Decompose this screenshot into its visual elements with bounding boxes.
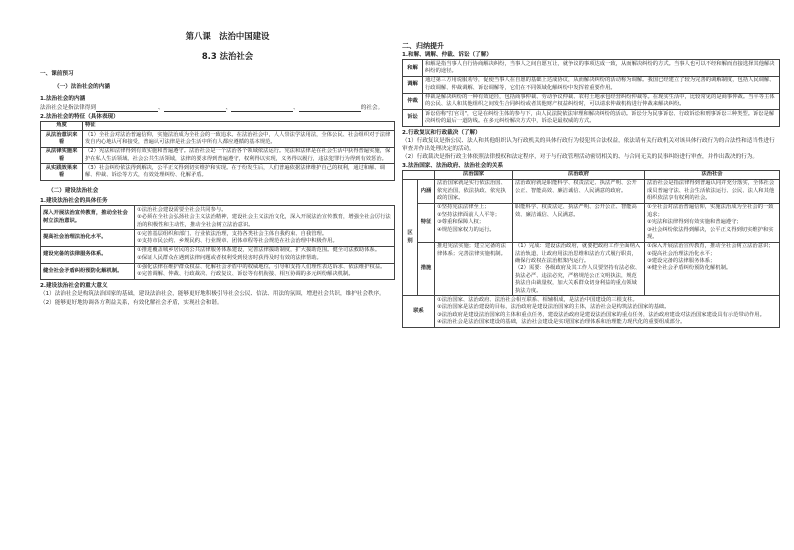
left-column	[40, 30, 395, 307]
blank-prefix: 法治社会是指法律得到	[40, 104, 96, 111]
method-content: 通过第三方用说服劝导，促使当事人在自愿的基础上达成协议，从而解决纠纷的活动称为调解。我国已经建立了较为完善的调解制度，包括人民调解、行政调解、仲裁调解、诉讼调解等，它们在不同领域化解纠纷中发挥着重要作用。	[423, 77, 780, 94]
heading-summary: 二、归纳提升	[402, 42, 444, 50]
connection-point: ④法治社会是法治国家建设的基础，法治社会建设是实现国家治理体系和治理能力现代化的重要组成部分。	[437, 319, 686, 326]
task-content: ①强化法律在维护群众权益、化解社会矛盾中的权威地位，引导和支持人们理性表达诉求、依法维护权益。 ②完善调解、仲裁、行政裁决、行政复议、诉讼等有机衔接、相互协调的多元纠纷解决机制。	[135, 263, 395, 280]
lesson-title: 第八课 法治中国建设	[185, 31, 270, 41]
question-4-heading: 2.建设法治社会的重大意义	[40, 283, 108, 290]
cell-content: （1）完成：建设法治政府，就要把政府工作全面纳入法治轨道，让政府用法治思维和法治方式履行职责，确保行政权在法治框架内运行。 （2）需要：各级政府及其工作人员要坚持有法必依、执法必严、违法必究，严格规范公正文明执法，规范执法自由裁量权，加大关系群众切身利益的重点领域执法力度。	[513, 242, 645, 296]
table-row	[403, 93, 780, 110]
row-label-features: 特征	[418, 203, 435, 242]
blank-line[interactable]	[299, 105, 361, 112]
task-label: 健全社会矛盾纠纷预防化解机制。	[41, 263, 135, 280]
method-content: 诉讼俗称"打官司"，它是在纠纷主体的参与下，由人民法院依法审理和解决纠纷的活动。诉讼分为民事诉讼、行政诉讼和刑事诉讼三种类型。诉讼是解决纠纷的最后一道防线。在多元纠纷解决方式中，诉讼是最权威的方式。	[423, 110, 780, 127]
row-label: 从法治意识来看	[41, 131, 83, 148]
task-label: 提高社会治理法治化水平。	[41, 230, 135, 247]
cell-content: 职能科学、权责法定、执法严明、公开公正、智能高效、廉洁诚信、人民满意。	[513, 203, 645, 242]
table-row	[41, 131, 395, 148]
heading-build: （二）建设法治社会	[48, 187, 99, 194]
connection-content	[435, 296, 780, 327]
cell-content: ①深入开展法治宣传教育，推动全社会树立法治意识； ②提高社会治理法治化水平； ③建设完备的法律服务体系； ④健全社会矛盾纠纷预防化解机制。	[645, 242, 780, 296]
row-label-connection: 联系	[403, 296, 435, 327]
row-label-measures: 措施	[418, 242, 435, 296]
cell-content: 法治社会是指法律得到普遍认同并充分落实，全体社会成员普遍守法、社会生活依法运行、公民、法人和其他组织依法享有权利的社会。	[645, 179, 780, 203]
connection-point: ②法治国家是法治建设的目标，法治政府是建设法治国家的主体，法治社会是构筑法治国家的基础。	[437, 304, 670, 311]
right-column	[402, 42, 780, 328]
blank-line[interactable]	[164, 105, 226, 112]
cell-content: 法治政府就是职能科学、权责法定、执法严明、公开公正、智能高效、廉洁诚信、人民满意的政府。	[513, 179, 645, 203]
significance-2: （2）能够更好地协调各方利益关系，有效化解社会矛盾，实现社会和谐。	[40, 299, 223, 306]
row-content: （3）社会纠纷依法得到解决，公平正义得到切实维护和实现。在于纷发生后，人们普遍依据法律维护自己的权利，通过和解、调解、仲裁、诉讼等方式，有效处理纠纷、化解矛盾。	[83, 164, 395, 181]
dispute-methods-table	[402, 59, 780, 126]
cell-content: ①全社会对法治普遍信仰，实施法治成为全社会的一致追求； ②宪法和法律得到有效实施和普遍遵守； ③社会纠纷依法得到解决，公平正义得到切实维护和实现。	[645, 203, 780, 242]
table-row	[403, 296, 780, 327]
table-row	[403, 242, 780, 296]
row-label: 从法律实施来看	[41, 147, 83, 164]
table-row	[41, 263, 395, 280]
table-header: 法治社会	[645, 170, 780, 179]
cell-content: 法治国家就是实行依法治国、依宪治国，依法执政、依宪执政的国家。	[435, 179, 513, 203]
heading-connotation: （一）法治社会的内涵	[54, 84, 110, 91]
question-3-heading: 3.法治国家、法治政府、法治社会的关系	[402, 162, 504, 169]
method-label: 仲裁	[403, 93, 423, 110]
table-header: 法治政府	[513, 170, 645, 179]
blank-line[interactable]	[96, 105, 158, 112]
significance-1: （1）法治社会是构筑法治国家的基础，建设法治社会，能够更好地积极引导社会公民、信法、用法的氛围，增进社会共识，维护社会秩序。	[40, 291, 385, 298]
table-header: 特征	[83, 122, 395, 131]
task-content: ①推进覆盖城乡居民的公共法律服务体系建设，完善法律援助制度，扩大援助范围。健全司法救助体系。 ②保证人民群众在遇到法律问题或者权利受到侵害时获得及时有效的法律帮助。	[135, 246, 395, 263]
table-row	[403, 203, 780, 242]
table-row	[41, 230, 395, 247]
blank-suffix: 的社会。	[360, 104, 384, 111]
cell-content: 推进宪法实施；建立完备的法律体系；完善法律实施机制。	[435, 242, 513, 296]
connection-point: ①法治国家、法治政府、法治社会相互联系、相辅相成，是法治中国建设的三根支柱。	[437, 296, 638, 303]
blank-line[interactable]	[231, 105, 293, 112]
method-content: 仲裁是解决纠纷的一种有效途径，包括商事仲裁、劳动争议仲裁、农村土地承包经营纠纷仲裁等。在现实生活中，比较常见的是商事仲裁。当平等主体的公民、法人和其他组织之间发生合同纠纷或者其他财产权益纠纷时，可以请求仲裁机构进行仲裁来解决纠纷。	[423, 93, 780, 110]
question-2-heading: 2.行政复议和行政裁决（了解）	[402, 129, 481, 136]
section-title: 8.3 法治社会	[201, 51, 254, 61]
cell-content: ①坚持宪法法律至上； ②坚持法律面前人人平等； ③尊重和保障人权； ④规范国家权力的运行。	[435, 203, 513, 242]
method-label: 和解	[403, 60, 423, 77]
heading-preview: 一、课前预习	[40, 71, 74, 77]
question-3-heading: 1.建设法治社会的具体任务	[40, 198, 108, 205]
table-row	[403, 60, 780, 77]
question-2-heading: 2.法治社会的特征（具体表现）	[40, 113, 119, 120]
method-content: 和解是指当事人自行协商解决纠纷，当事人之间自愿互让，就争议的事项达成一致，从而解决纠纷的方式。当事人也可以不经和解而直接选择其他解决纠纷的途径。	[423, 60, 780, 77]
row-label-difference: 区别	[403, 179, 418, 295]
task-content: ①完善基层组织和部门、行业依法治理，支持各类社会主体自我约束、自我管理。 ②支持市民公约、乡规民约、行业规章、团体章程等社会规范在社会治理中积极作用。	[135, 230, 395, 247]
table-row	[403, 179, 780, 203]
admin-ruling: （2）行政裁决是指行政主体依照法律授权和法定程序，对于与行政管理活动密切相关的、与合同无关的民事纠纷进行审查，并作出裁决的行为。	[402, 154, 758, 161]
row-label: 从实践效果来看	[41, 164, 83, 181]
task-content: ①法治社会建设需要全社会共同参与。 ②必须在全社会弘扬社会主义法治精神，建设社会主义法治文化，深入开展法治宣传教育，增强全社会厉行法治的积极性和主动性，推动全社会树立法治意识。	[135, 206, 395, 230]
connection-point: ③法治政府是建设法治国家的主体和重点任务，建设法治政府是建设法治国家的重点任务，法治政府建设对法治国家建设具有示范带动作用。	[437, 311, 765, 318]
task-label: 深入开展法治宣传教育，推动全社会树立法治意识。	[41, 206, 135, 230]
table-row	[403, 77, 780, 94]
table-row	[41, 147, 395, 164]
table-header: 角度	[41, 122, 83, 131]
corner-cell	[403, 170, 435, 179]
fill-in-blank: 法治社会是指法律得到 、 、 、 的社会。	[40, 104, 384, 111]
question-1-heading: 1.法治社会的内涵	[40, 96, 86, 103]
admin-review: （1）行政复议是指公民、法人和其他组织认为行政机关的具体行政行为侵犯其合法权益，依法请有关行政机关对该具体行政行为的合法性和适当性进行审查并作出处理决定的活动。	[402, 137, 775, 153]
task-label: 建设完备的法律服务体系。	[41, 246, 135, 263]
question-1-heading: 1.和解、调解、仲裁、诉讼（了解）	[402, 52, 492, 59]
table-row	[41, 164, 395, 181]
table-header: 法治国家	[435, 170, 513, 179]
table-row	[41, 206, 395, 230]
row-label-connotation: 内涵	[418, 179, 435, 203]
features-table	[40, 121, 395, 181]
table-row	[41, 246, 395, 263]
tasks-table	[40, 205, 395, 280]
row-content: （1）全社会对法治普遍信仰，实施法治成为全社会的一致追求。在法治社会中，人人崇法学法用法，全体公民、社会组织对于法律发自内心地认可和接受，普遍认可法律是社会生活中所有人都应遵循的基本规范。	[83, 131, 395, 148]
method-label: 调解	[403, 77, 423, 94]
table-row	[403, 110, 780, 127]
method-label: 诉讼	[403, 110, 423, 127]
row-content: （2）宪法和法律得到有效实施和普遍遵守。法治社会是一个法治各个领域依法运行。宪法和法律是在社会生活中获得普遍实施，保护在私人生活领域、社会公共生活领域，法律的要求得到普遍遵守，权利得以实现，义务得以履行，违法犯罪行为得到有效惩治。	[83, 147, 395, 164]
relationship-table	[402, 170, 780, 328]
